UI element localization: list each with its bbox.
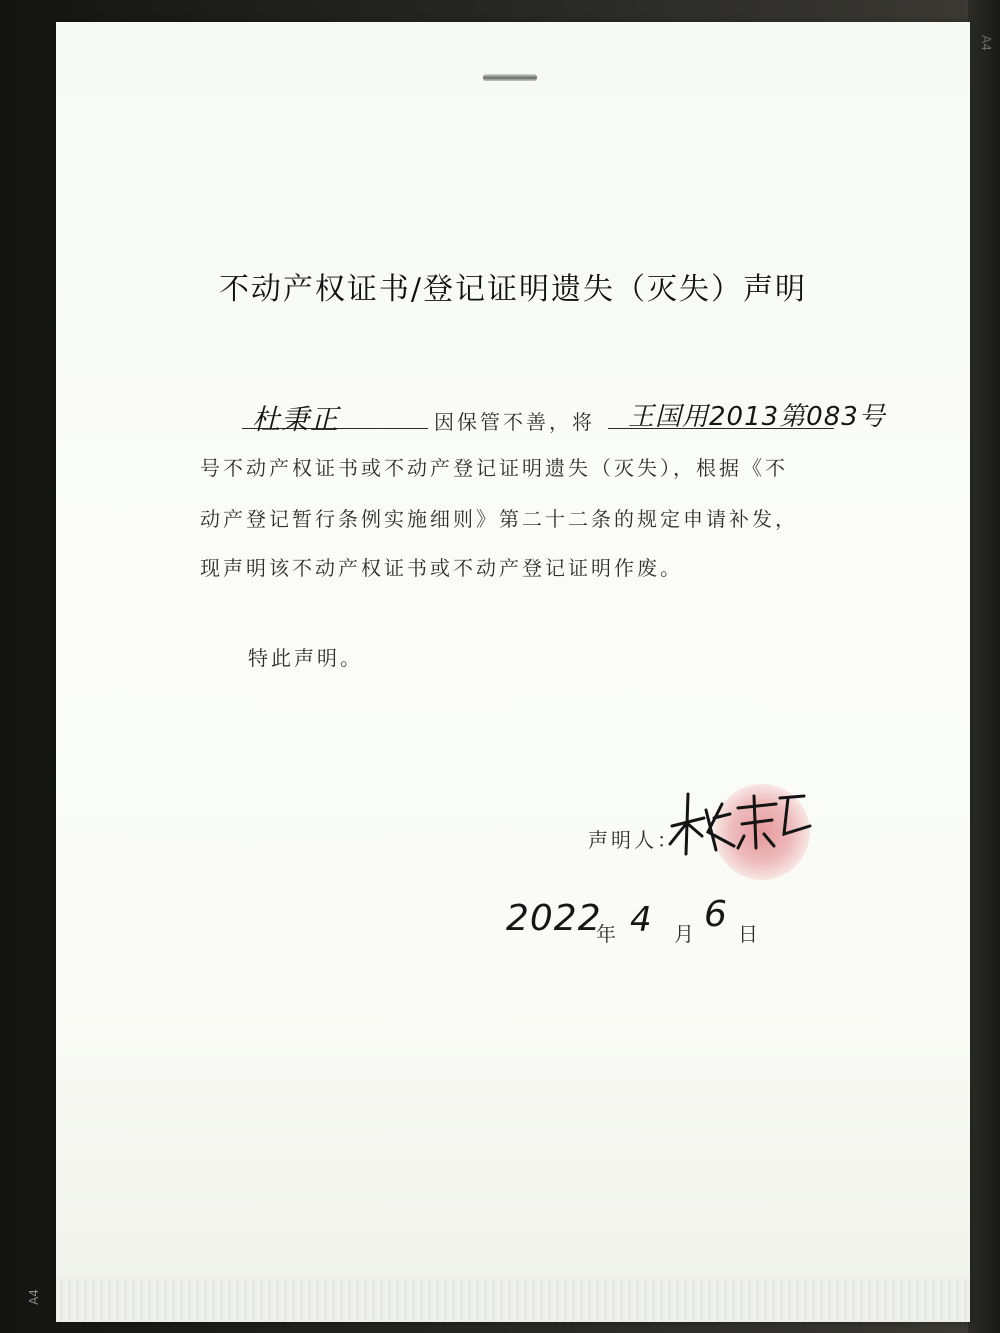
date-year-handwritten: 2022	[506, 898, 602, 939]
date-month-handwritten: 4	[630, 900, 653, 940]
scanner-edge	[968, 0, 1000, 1333]
certificate-number-handwritten: 王国用2013第083号	[628, 402, 886, 432]
date-month-unit: 月	[674, 922, 697, 946]
line3-text: 动产登记暂行条例实施细则》第二十二条的规定申请补发，	[200, 507, 798, 531]
staple	[483, 74, 537, 81]
declarant-name-handwritten: 杜秉正	[252, 403, 340, 436]
line2-text: 号不动产权证书或不动产登记证明遗失（灭失），根据《不	[200, 456, 788, 480]
closing-text: 特此声明。	[248, 646, 363, 670]
paper-size-mark-top: A4	[979, 35, 994, 51]
document-page	[56, 22, 970, 1322]
date-day-unit: 日	[738, 922, 761, 946]
line1-text: 因保管不善，将	[434, 410, 595, 434]
signature-image	[664, 774, 814, 864]
date-year-unit: 年	[596, 922, 619, 946]
paper-size-mark-bottom: A4	[26, 1289, 41, 1305]
document-title: 不动产权证书/登记证明遗失（灭失）声明	[218, 272, 808, 307]
line4-text: 现声明该不动产权证书或不动产登记证明作废。	[200, 556, 683, 580]
signer-label: 声明人：	[588, 828, 680, 852]
date-day-handwritten: 6	[704, 894, 728, 935]
paper-bottom-strip	[56, 1278, 970, 1322]
